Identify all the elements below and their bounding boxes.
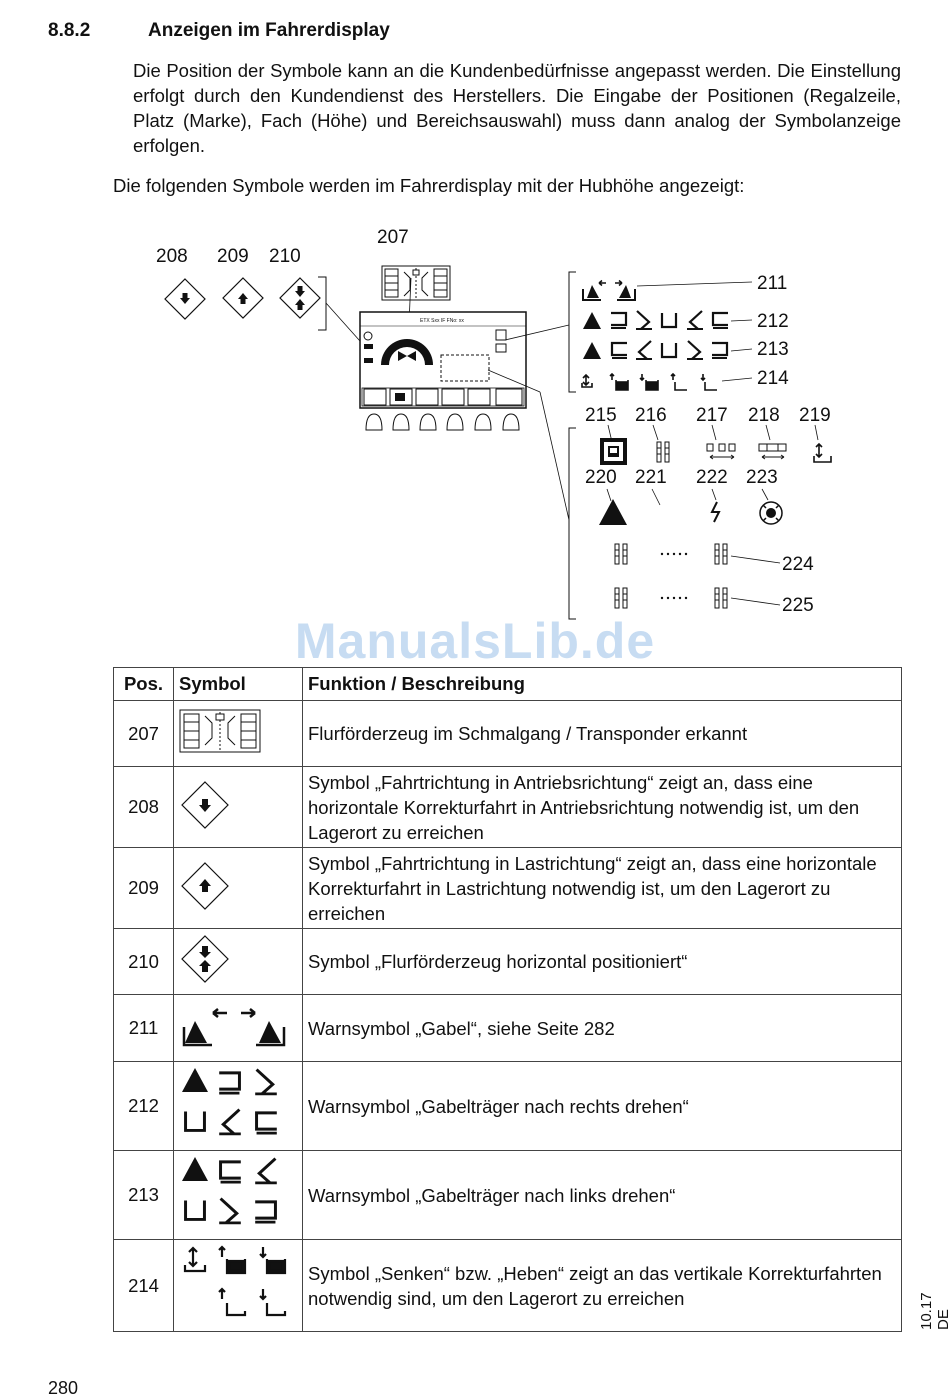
label-220: 220 [585,467,617,488]
row-description: Symbol „Fahrtrichtung in Lastrichtung“ zeigt an, dass eine horizontale Korrekturfahrt in Lastrichtung notwendig ist, um den Lagerort zu erreichen [303,848,902,929]
positioned-icon [179,933,231,985]
row-description: Symbol „Senken“ bzw. „Heben“ zeigt an das vertikale Korrekturfahrten notwendig sind, um den Lagerort zu erreichen [303,1240,902,1332]
watermark: ManualsLib.de [294,613,656,669]
symbol-table [113,667,902,1332]
label-217: 217 [696,405,728,426]
label-210: 210 [269,246,301,267]
direction-drive-icon [179,779,231,831]
display-keys [366,414,519,430]
icon-223 [760,502,782,524]
label-212: 212 [757,311,789,332]
label-208: 208 [156,246,188,267]
row-pos: 207 [114,701,174,767]
svg-text:ETX Sxx IF FNo: xx: ETX Sxx IF FNo: xx [420,318,464,324]
narrow-aisle-transponder-icon [179,708,263,754]
positioned-icon [280,278,320,318]
row-description: Symbol „Flurförderzeug horizontal positioniert“ [303,929,902,995]
row-pos: 214 [114,1240,174,1332]
label-216: 216 [635,405,667,426]
table-row [114,767,902,848]
lower-raise-icon [179,1243,289,1323]
label-225: 225 [782,595,814,616]
rotate-right-warning-icon [179,1065,289,1143]
row-pos: 208 [114,767,174,848]
label-211: 211 [757,273,788,294]
table-row [114,995,902,1062]
label-214: 214 [757,368,789,389]
header-symbol: Symbol [174,668,303,701]
direction-drive-icon [165,279,205,319]
row-description: Warnsymbol „Gabelträger nach links drehen“ [303,1151,902,1240]
table-header-row [114,668,902,701]
rotate-right-warning-row [583,311,728,329]
section-number: 8.8.2 [48,20,91,41]
label-222: 222 [696,467,728,488]
rotate-left-warning-icon [179,1154,289,1232]
icon-222 [712,502,719,522]
page-number: 280 [48,1378,79,1398]
fork-warning-icon [583,281,635,301]
narrow-aisle-transponder-icon [382,266,450,300]
label-223: 223 [746,467,778,488]
direction-load-icon [179,860,231,912]
row-description: Flurförderzeug im Schmalgang / Transponder erkannt [303,701,902,767]
table-row [114,701,902,767]
row-pos: 210 [114,929,174,995]
intro-paragraph: Die Position der Symbole kann an die Kundenbedürfnisse angepasst werden. Die Einstellung erfolgt durch den Kundendienst des Herstellers. Die Eingabe der Positionen (Regalzeile, Platz (Marke), Fach (Höhe) und Bereichsauswahl) muss dann analog der Symbolanzeige erfolgen. [133,60,901,156]
row-pos: 212 [114,1062,174,1151]
row-pos: 209 [114,848,174,929]
label-209: 209 [217,246,249,267]
table-row [114,1062,902,1151]
row-description: Warnsymbol „Gabelträger nach rechts drehen“ [303,1062,902,1151]
row-description: Warnsymbol „Gabel“, siehe Seite 282 [303,995,902,1062]
table-row [114,929,902,995]
icon-219 [814,444,831,462]
rotate-left-warning-row [583,341,727,359]
label-218: 218 [748,405,780,426]
label-215: 215 [585,405,617,426]
row-pos: 213 [114,1151,174,1240]
table-row [114,1151,902,1240]
label-221: 221 [635,467,667,488]
shelf-row-225 [615,588,727,608]
lower-raise-row [582,374,717,390]
label-224: 224 [782,554,814,575]
shelf-row-224 [615,544,727,564]
fork-warning-icon [179,1001,289,1051]
table-row [114,848,902,929]
driver-display [360,312,526,408]
icon-220 [599,499,627,525]
icon-218 [759,444,786,459]
direction-load-icon [223,278,263,318]
label-219: 219 [799,405,831,426]
header-function: Funktion / Beschreibung [303,668,902,701]
revision-label: 10.17 DE [918,1292,952,1330]
icon-217 [707,444,735,459]
section-title: Anzeigen im Fahrerdisplay [148,20,390,41]
header-pos: Pos. [114,668,174,701]
icon-216 [657,442,669,462]
lead-paragraph: Die folgenden Symbole werden im Fahrerdisplay mit der Hubhöhe angezeigt: [113,175,745,196]
table-row [114,1240,902,1332]
row-description: Symbol „Fahrtrichtung in Antriebsrichtung“ zeigt an, dass eine horizontale Korrekturfahrt in Antriebsrichtung notwendig ist, um den Lagerort zu erreichen [303,767,902,848]
icon-215 [600,438,627,465]
driver-display-diagram [150,220,850,625]
label-213: 213 [757,339,789,360]
label-207: 207 [377,227,409,248]
row-pos: 211 [114,995,174,1062]
